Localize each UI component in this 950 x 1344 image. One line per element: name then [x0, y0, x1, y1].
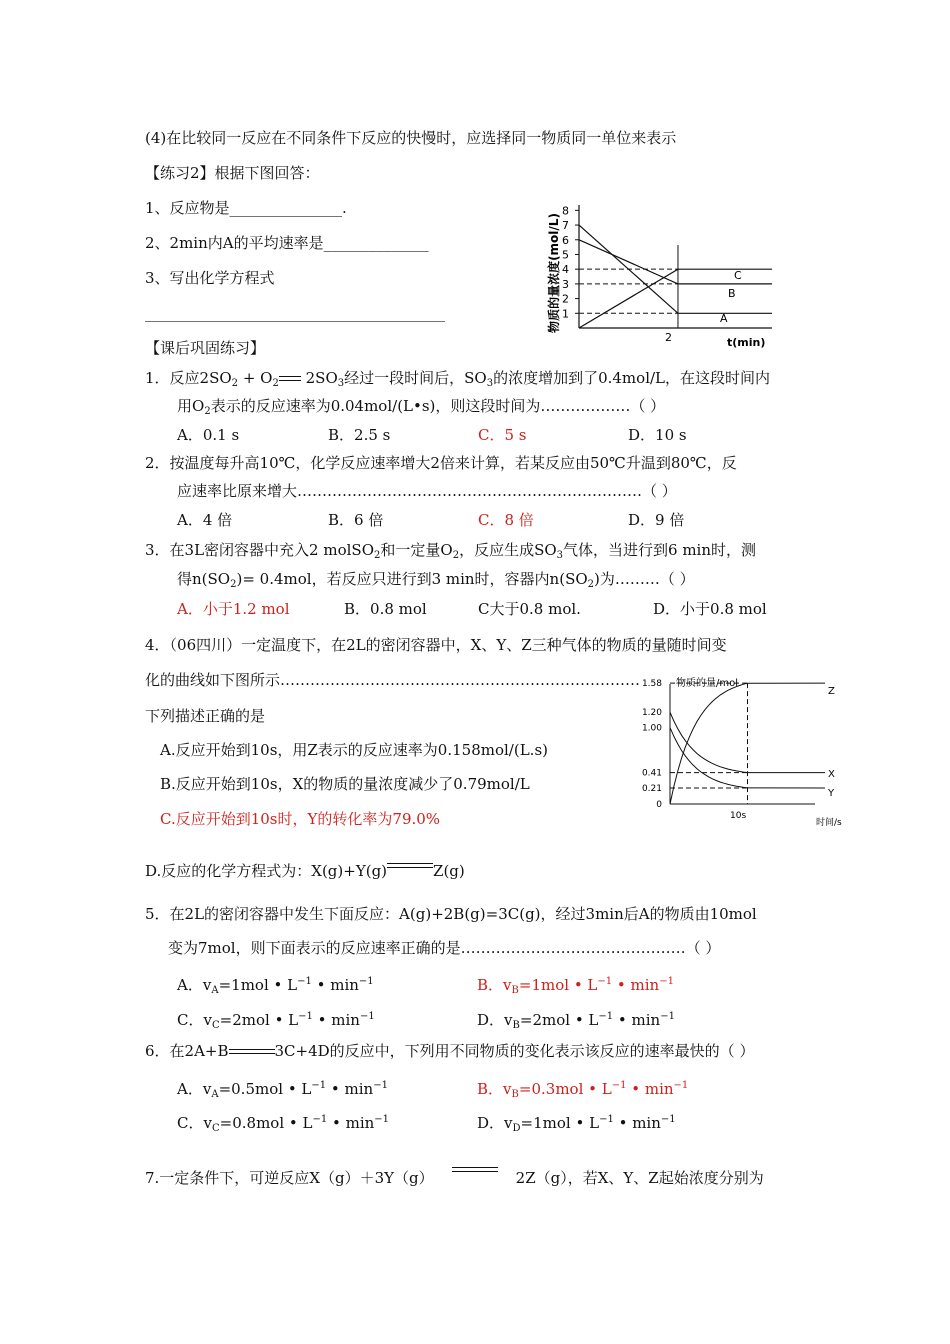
q6-option-c: C．$v_C=0.8mol$ • $L^{-1}$ • $\min^{-1}$ — [177, 1114, 390, 1134]
q2-option-b: B．6 倍 — [328, 511, 384, 529]
q3-line1: 3．在3L密闭容器中充入2 molSO$_2$和一定量$O_2$，反应生成$SO_3$气体，当进行到6 min时，测 — [145, 541, 757, 561]
chart2-label-z: Z — [828, 686, 835, 697]
exercise-2-question-3: 3、写出化学方程式 — [145, 269, 275, 287]
chart1-xtick: 2 — [665, 331, 672, 344]
q4-line3: 下列描述正确的是 — [145, 707, 266, 725]
q2-option-d: D．9 倍 — [628, 511, 685, 529]
q5-option-d: D．$v_B=2mol$ • $L^{-1}$ • $\min^{-1}$ — [477, 1011, 675, 1031]
q7-line1: 7.一定条件下，可逆反应X（g）＋3Y（g） 2Z（g），若X、Y、Z起始浓度分别为 — [145, 1168, 764, 1188]
chart1-ytick-label: 8 — [562, 204, 569, 218]
q5-option-a: A．$v_A=1mol$ • $L^{-1}$ • $\min^{-1}$ — [177, 976, 374, 996]
section-title: 【课后巩固练习】 — [145, 339, 266, 357]
q3-option-c: C大于0.8 mol. — [478, 600, 581, 618]
q3-option-a: A．小于1.2 mol — [177, 600, 290, 618]
chart1-label-a: A — [720, 312, 728, 325]
exercise-2-title: 【练习2】根据下图回答： — [145, 164, 320, 182]
chart1-label-b: B — [728, 287, 736, 300]
chart2-label-y: Y — [828, 788, 835, 799]
q5-line2: 变为7mol，则下面表示的反应速率正确的是………………………………………（ ） — [168, 939, 721, 957]
q3-line2: 得$n(SO_2)= 0.4mol$，若反应只进行到3 min时，容器内$n(SO_2)$为………（ ） — [177, 570, 695, 590]
q6-line1: 6．在2A+B 3C+4D的反应中，下列用不同物质的变化表示该反应的速率最快的（ ） — [145, 1042, 755, 1060]
amount-time-chart — [640, 672, 850, 832]
q1-option-d: D．10 s — [628, 426, 687, 444]
q2-option-a: A．4 倍 — [177, 511, 233, 529]
q1-line2: 用$O_2$表示的反应速率为0.04mol/(L•s)，则这段时间为………………（ ） — [177, 397, 666, 417]
chart1-ytick-label: 7 — [562, 219, 569, 233]
q5-option-b: B．$v_B=1mol$ • $L^{-1}$ • $\min^{-1}$ — [477, 976, 674, 996]
q1-option-a: A．0.1 s — [177, 426, 240, 444]
note-4: (4)在比较同一反应在不同条件下反应的快慢时，应选择同一物质同一单位来表示 — [145, 129, 677, 147]
equilibrium-arrow-icon — [229, 1047, 275, 1057]
chart2-ytick-label: 1.20 — [641, 708, 662, 719]
equilibrium-arrow-icon — [452, 1165, 498, 1175]
q2-line2: 应速率比原来增大……………………………………………………………（ ） — [177, 482, 677, 500]
chart1-ytick-label: 4 — [562, 263, 569, 277]
chart2-ytick-label: 1.00 — [641, 723, 662, 734]
q4-option-a: A.反应开始到10s，用Z表示的反应速率为0.158mol/(L.s) — [160, 741, 548, 759]
chart1-ytick-label: 5 — [562, 248, 569, 262]
q3-option-d: D．小于0.8 mol — [653, 600, 767, 618]
q3-option-b: B．0.8 mol — [344, 600, 427, 618]
chart1-label-c: C — [734, 269, 742, 282]
q4-line2: 化的曲线如下图所示……………………………………………………………… — [145, 671, 641, 689]
q4-option-d: D.反应的化学方程式为：X(g)+Y(g) Z(g) — [145, 862, 465, 880]
chart2-xlabel: 时间/s — [816, 818, 842, 828]
chart2-ytick-label: 0 — [656, 800, 662, 810]
exercise-2-question-1: 1、反应物是_______________. — [145, 199, 347, 217]
chart1-series-b — [579, 240, 772, 284]
chart1-ytick-label: 3 — [562, 277, 569, 291]
chart2-ytick-label: 0.21 — [641, 783, 662, 794]
chart2-xtick: 10s — [730, 811, 747, 821]
answer-blank: ________________________________________ — [145, 304, 445, 322]
q4-line1: 4．（06四川）一定温度下，在2L的密闭容器中，X、Y、Z三种气体的物质的量随时间变 — [145, 636, 727, 654]
q6-option-b: B．$v_B=0.3mol$ • $L^{-1}$ • $\min^{-1}$ — [477, 1080, 689, 1100]
chart2-ytick-label: 1.58 — [641, 679, 662, 690]
chart1-xlabel: t(min) — [727, 336, 766, 349]
q2-line1: 2．按温度每升高10℃，化学反应速率增大2倍来计算，若某反应由50℃升温到80℃，反 — [145, 454, 737, 472]
chart1-ytick-label: 1 — [562, 307, 569, 321]
q1-option-b: B．2.5 s — [328, 426, 391, 444]
q1-option-c: C．5 s — [478, 426, 527, 444]
chart1-ylabel: 物质的量浓度(mol/L) — [547, 213, 561, 333]
chart1-ytick-label: 6 — [562, 233, 569, 247]
q5-option-c: C．$v_C=2mol$ • $L^{-1}$ • $\min^{-1}$ — [177, 1011, 375, 1031]
q6-option-a: A．$v_A=0.5mol$ • $L^{-1}$ • $\min^{-1}$ — [177, 1080, 388, 1100]
exercise-2-question-2: 2、2min内A的平均速率是______________ — [145, 234, 429, 252]
equilibrium-arrow-icon — [279, 374, 301, 384]
q5-line1: 5．在2L的密闭容器中发生下面反应：A(g)+2B(g)=3C(g)，经过3min后A的物质由10mol — [145, 905, 757, 923]
chart2-label-x: X — [828, 769, 835, 780]
q4-option-c: C.反应开始到10s时，Y的转化率为79.0% — [160, 810, 441, 828]
chart2-ytick-label: 0.41 — [641, 768, 662, 779]
chart1-series-c — [579, 269, 772, 328]
chart2-ylabel: 物质的量/mol — [676, 678, 739, 689]
q1-line1: 1．反应$2SO_2 + O_2$ $2SO_3$经过一段时间后，$SO_3$的浓度增加到了0.4mol/L，在这段时间内 — [145, 369, 771, 389]
q2-option-c: C．8 倍 — [478, 511, 534, 529]
q4-option-b: B.反应开始到10s，X的物质的量浓度减少了0.79mol/L — [160, 775, 530, 793]
q6-option-d: D．$v_D=1mol$ • $L^{-1}$ • $\min^{-1}$ — [477, 1114, 676, 1134]
concentration-time-chart — [540, 195, 780, 355]
equilibrium-arrow-icon — [387, 861, 433, 871]
chart1-ytick-label: 2 — [562, 292, 569, 306]
